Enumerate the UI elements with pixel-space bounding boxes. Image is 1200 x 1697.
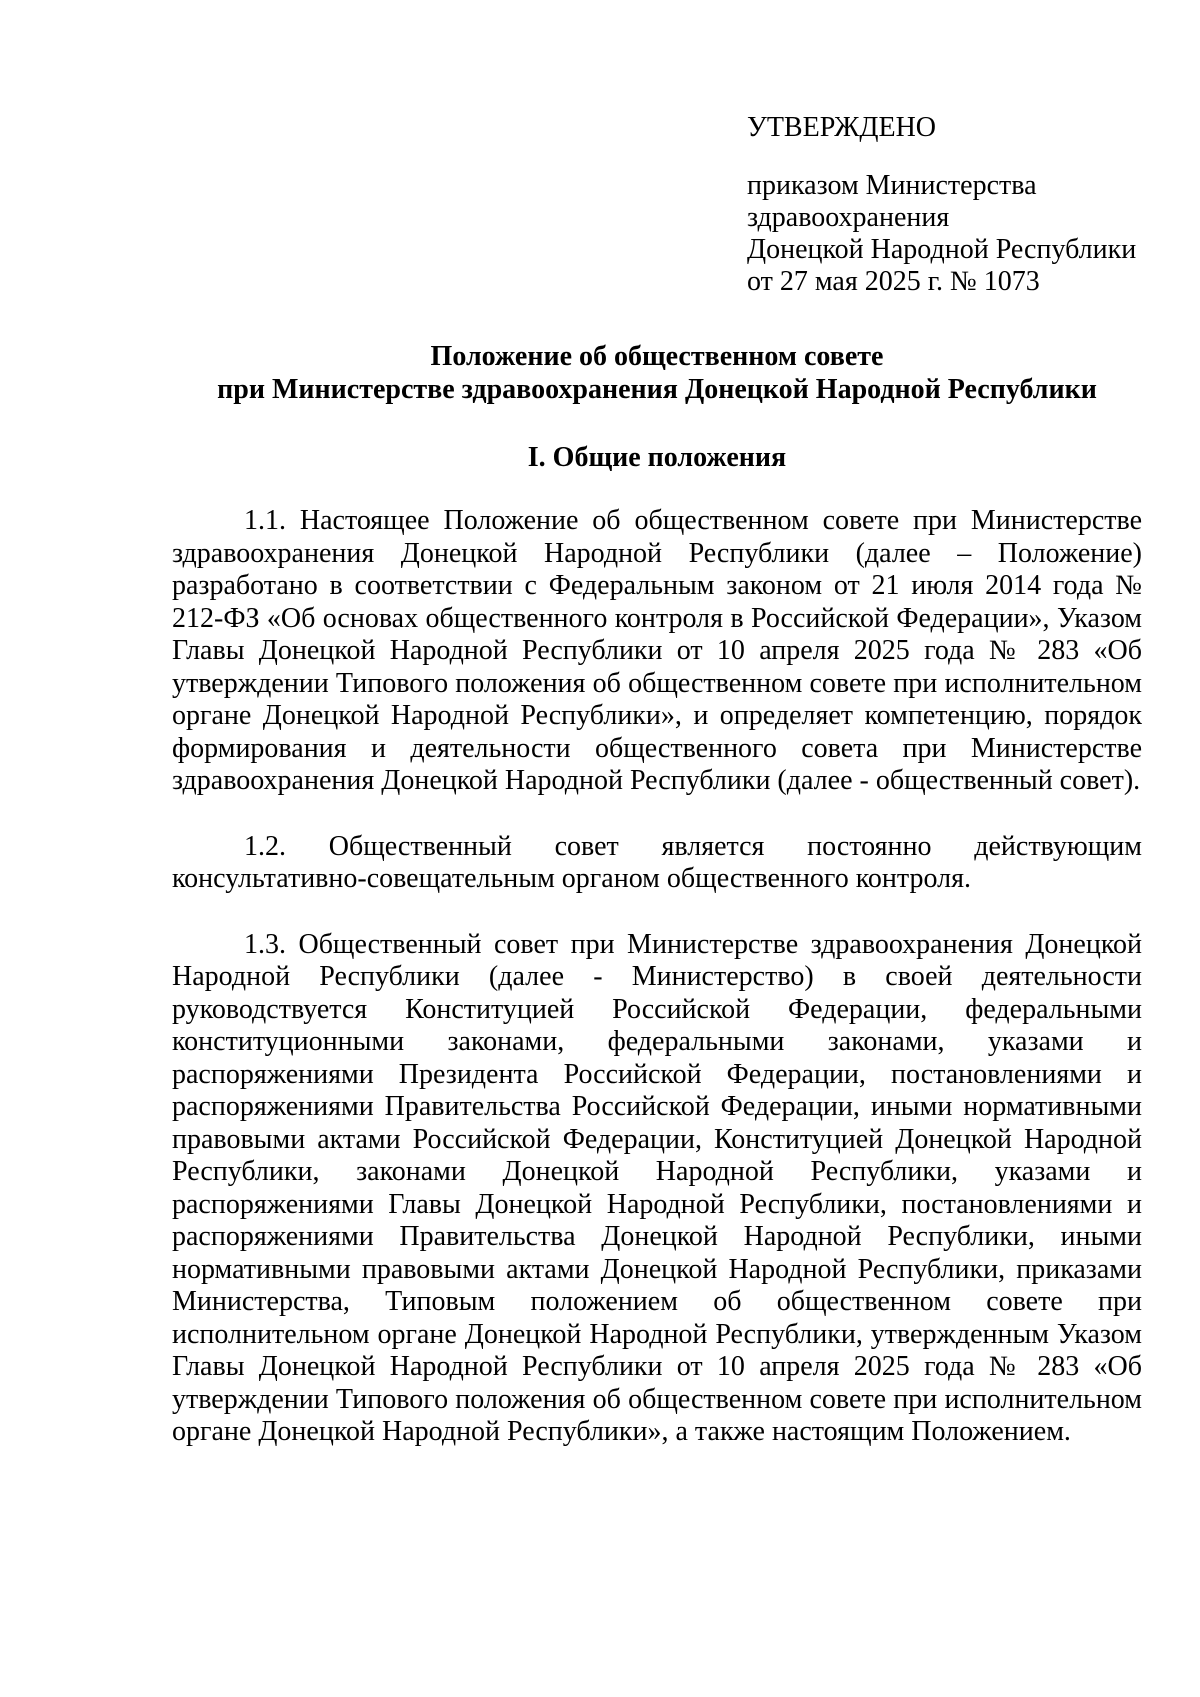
paragraph-1-1: 1.1. Настоящее Положение об общественном совете при Министерстве здравоохранения Донецкой Народной Республики (далее – Положение) разработано в соответствии с Федеральным законом от 21 июля 2014 года № 212-ФЗ «Об основах общественного контроля в Российской Федерации», Указом Главы Донецкой Народной Республики от 10 апреля 2025 года № 283 «Об утверждении Типового положения об общественном совете при исполнительном органе Донецкой Народной Республики», и определяет компетенцию, порядок формирования и деятельности общественного совета при Министерстве здравоохранения Донецкой Народной Республики (далее - общественный совет).: [172, 505, 1142, 796]
section-heading: I. Общие положения: [527, 442, 787, 473]
approval-order-line: от 27 мая 2025 г. № 1073: [747, 266, 1040, 297]
paragraph-1-2: 1.2. Общественный совет является постоянно действующим консультативно-совещательным органом общественного контроля.: [172, 830, 1142, 894]
document-title-line-1: Положение об общественном совете: [430, 341, 884, 372]
approval-order: [747, 170, 1177, 298]
document-title-line-2: при Министерстве здравоохранения Донецкой Народной Республики: [217, 374, 1097, 405]
approval-block: [747, 112, 1177, 298]
paragraph-1-3: 1.3. Общественный совет при Министерстве здравоохранения Донецкой Народной Республики (далее - Министерство) в своей деятельности руководствуется Конституцией Российской Федерации, федеральными конституционными законами, федеральными законами, указами и распоряжениями Президента Российской Федерации, постановлениями и распоряжениями Правительства Российской Федерации, иными нормативными правовыми актами Российской Федерации, Конституцией Донецкой Народной Республики, законами Донецкой Народной Республики, указами и распоряжениями Главы Донецкой Народной Республики, постановлениями и распоряжениями Правительства Донецкой Народной Республики, иными нормативными правовыми актами Донецкой Народной Республики, приказами Министерства, Типовым положением об общественном совете при исполнительном органе Донецкой Народной Республики, утвержденным Указом Главы Донецкой Народной Республики от 10 апреля 2025 года № 283 «Об утверждении Типового положения об общественном совете при исполнительном органе Донецкой Народной Республики», а также настоящим Положением.: [172, 928, 1142, 1447]
approval-order-line: приказом Министерства: [747, 170, 1037, 201]
approval-stamp: УТВЕРЖДЕНО: [747, 112, 937, 143]
document-title: [172, 340, 1142, 406]
approval-order-line: Донецкой Народной Республики: [747, 234, 1137, 265]
approval-order-line: здравоохранения: [747, 202, 950, 233]
section-body: [172, 505, 1142, 1482]
